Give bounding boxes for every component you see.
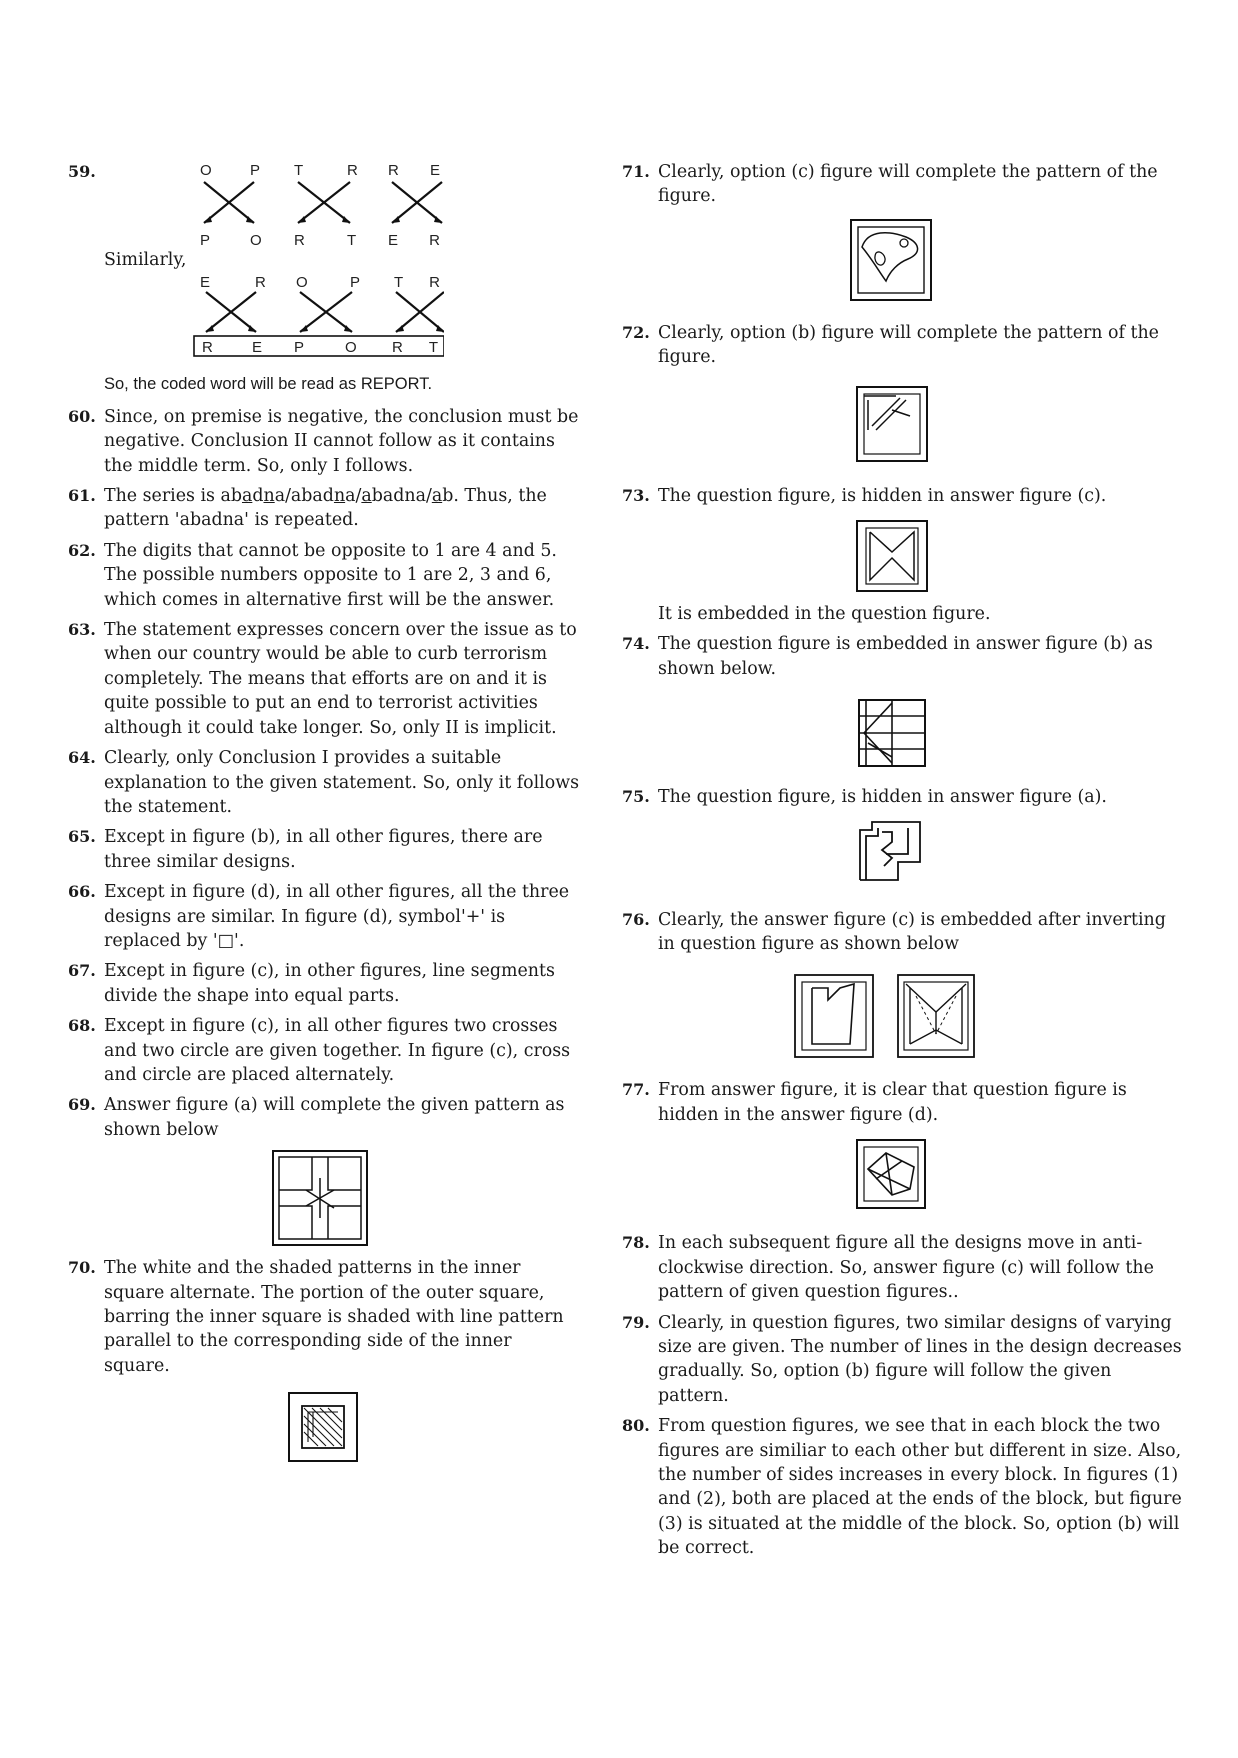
similarly-label: Similarly, xyxy=(104,250,187,270)
answer-text: The statement expresses concern over the issue as to when our country would be able to curb terrorism completely. The means that efforts are on and it is quite possible to put an end to terrorist activities although it could take longer. So, only II is implicit. xyxy=(104,620,577,738)
question-number: 77. xyxy=(622,1080,650,1100)
question-number: 79. xyxy=(622,1312,650,1332)
answer-box xyxy=(194,336,444,356)
question-number: 67. xyxy=(68,961,96,981)
question-number: 59. xyxy=(68,162,96,181)
letter: O xyxy=(296,274,308,292)
answer-text: Clearly, option (c) figure will complete the pattern of the figure. xyxy=(658,162,1158,207)
answer-text: The question figure, is hidden in answer figure (c). xyxy=(658,485,1107,506)
pattern-figure-69 xyxy=(272,1150,368,1246)
answer-text: Except in figure (c), in other figures, line segments divide the shape into equal parts. xyxy=(104,961,555,1006)
letter: O xyxy=(345,339,357,357)
figure-77 xyxy=(856,1139,926,1209)
question-number: 69. xyxy=(68,1095,96,1115)
figure-72 xyxy=(856,386,928,462)
coded-word-conclusion: So, the coded word will be read as REPORT. xyxy=(104,375,433,394)
letter: E xyxy=(200,274,211,292)
question-number: 76. xyxy=(622,909,650,929)
cross-arrows xyxy=(204,182,442,223)
answer-text: The white and the shaded patterns in the inner square alternate. The portion of the outer square, barring the inner square is shaded with line pattern parallel to the corresponding side of the inner square. xyxy=(104,1258,564,1376)
answer-60 xyxy=(68,405,580,478)
answer-77 xyxy=(622,1078,1182,1209)
question-number: 68. xyxy=(68,1016,96,1036)
answer-66 xyxy=(68,880,580,953)
letter: R xyxy=(429,274,440,292)
coding-diagram-1 xyxy=(144,160,444,250)
letter: T xyxy=(428,339,438,357)
letter: R xyxy=(202,339,213,357)
answer-text: Clearly, the answer figure (c) is embedded after inverting in question figure as shown below xyxy=(658,909,1166,955)
answer-text: In each subsequent figure all the designs move in anti-clockwise direction. So, answer figure (c) will follow the pattern of given question figures.. xyxy=(658,1233,1154,1303)
answer-80 xyxy=(622,1414,1182,1560)
letter: R xyxy=(388,162,399,179)
cross-arrows xyxy=(206,292,444,332)
answer-text: Clearly, option (b) figure will complete the pattern of the figure. xyxy=(658,322,1159,368)
question-number: 70. xyxy=(68,1258,96,1278)
answer-64 xyxy=(68,746,580,819)
question-number: 60. xyxy=(68,406,96,426)
letter: P xyxy=(294,339,305,357)
pattern-figure-70 xyxy=(288,1392,358,1462)
answer-text: The digits that cannot be opposite to 1 are 4 and 5. The possible numbers opposite to 1 are 2, 3 and 6, which comes in alternative first will be the answer. xyxy=(104,540,557,610)
question-number: 62. xyxy=(68,540,96,560)
answer-69 xyxy=(68,1093,580,1246)
answer-75 xyxy=(622,785,1182,881)
answer-76 xyxy=(622,908,1182,1059)
answer-text: Except in figure (c), in all other figures two crosses and two circle are given together. In figure (c), cross and circle are placed alternately. xyxy=(104,1016,571,1085)
question-number: 73. xyxy=(622,485,650,505)
letter: O xyxy=(200,162,212,179)
question-number: 74. xyxy=(622,634,650,654)
question-number: 80. xyxy=(622,1416,650,1436)
answer-61 xyxy=(68,484,580,533)
letter: R xyxy=(294,232,305,249)
question-number: 61. xyxy=(68,486,96,506)
question-number: 71. xyxy=(622,162,650,181)
answer-extra-text: It is embedded in the question figure. xyxy=(658,604,991,625)
letter: T xyxy=(394,274,404,292)
answer-65 xyxy=(68,825,580,874)
letter: E xyxy=(388,232,399,249)
answer-text: The series is abadna/abadna/abadna/ab. Thus, the pattern 'abadna' is repeated. xyxy=(104,486,547,531)
question-number: 64. xyxy=(68,748,96,768)
answer-text: Except in figure (b), in all other figures, there are three similar designs. xyxy=(104,827,543,872)
figure-71 xyxy=(850,219,932,301)
figure-73 xyxy=(856,520,928,592)
letter: R xyxy=(347,162,358,179)
letter: R xyxy=(392,339,403,357)
figure-75 xyxy=(858,818,922,882)
question-number: 72. xyxy=(622,322,650,342)
answer-text: Except in figure (d), in all other figures, all the three designs are similar. In figure (d), symbol'+' is replaced by '□'. xyxy=(104,882,570,951)
letter: P xyxy=(200,232,211,249)
figure-76 xyxy=(794,974,976,1058)
question-number: 75. xyxy=(622,787,650,807)
answer-79 xyxy=(622,1311,1182,1409)
letter: R xyxy=(429,232,440,249)
figure-74 xyxy=(858,699,926,767)
letter: P xyxy=(350,274,361,292)
answer-text: Clearly, only Conclusion I provides a suitable explanation to the given statement. So, only it follows the statement. xyxy=(104,748,580,817)
answer-68 xyxy=(68,1014,580,1087)
letter: E xyxy=(429,162,440,179)
letter: P xyxy=(250,162,261,179)
letter: E xyxy=(252,339,263,357)
answer-text: The question figure is embedded in answer figure (b) as shown below. xyxy=(658,634,1153,679)
question-number: 66. xyxy=(68,882,96,902)
answer-63 xyxy=(68,618,580,740)
answer-text: From question figures, we see that in each block the two figures are similiar to each other but different in size. Also, the number of sides increases in every block. In figures (1) and (2), both are placed at the ends of the block, but figure (3) is situated at the middle of the block. So, option (b) will be correct. xyxy=(658,1416,1182,1559)
letter: T xyxy=(294,162,304,179)
answer-text: From answer figure, it is clear that question figure is hidden in the answer figure (d). xyxy=(658,1080,1127,1125)
letter: R xyxy=(255,274,266,292)
left-column xyxy=(68,160,580,1468)
answer-74 xyxy=(622,632,1182,767)
answer-78 xyxy=(622,1231,1182,1304)
answer-text: Clearly, in question figures, two similar designs of varying size are given. The number of lines in the design decreases gradually. So, option (b) figure will follow the given pattern. xyxy=(658,1312,1182,1406)
question-number: 78. xyxy=(622,1233,650,1253)
answer-70 xyxy=(68,1256,580,1462)
answer-73 xyxy=(622,484,1182,627)
answer-text: Since, on premise is negative, the conclusion must be negative. Conclusion II cannot follow as it contains the middle term. So, only I follows. xyxy=(104,406,579,476)
answer-67 xyxy=(68,959,580,1008)
answer-text: Answer figure (a) will complete the given pattern as shown below xyxy=(104,1095,565,1140)
question-number: 65. xyxy=(68,827,96,847)
answer-text: The question figure, is hidden in answer figure (a). xyxy=(658,787,1107,808)
right-column xyxy=(622,160,1182,1567)
letter: O xyxy=(250,232,262,249)
answer-71 xyxy=(622,160,1182,301)
answer-62 xyxy=(68,539,580,612)
answer-72 xyxy=(622,321,1182,462)
coding-diagram-2 xyxy=(144,272,444,358)
answer-59 xyxy=(68,160,580,397)
question-number: 63. xyxy=(68,620,96,640)
letter: T xyxy=(347,232,357,249)
